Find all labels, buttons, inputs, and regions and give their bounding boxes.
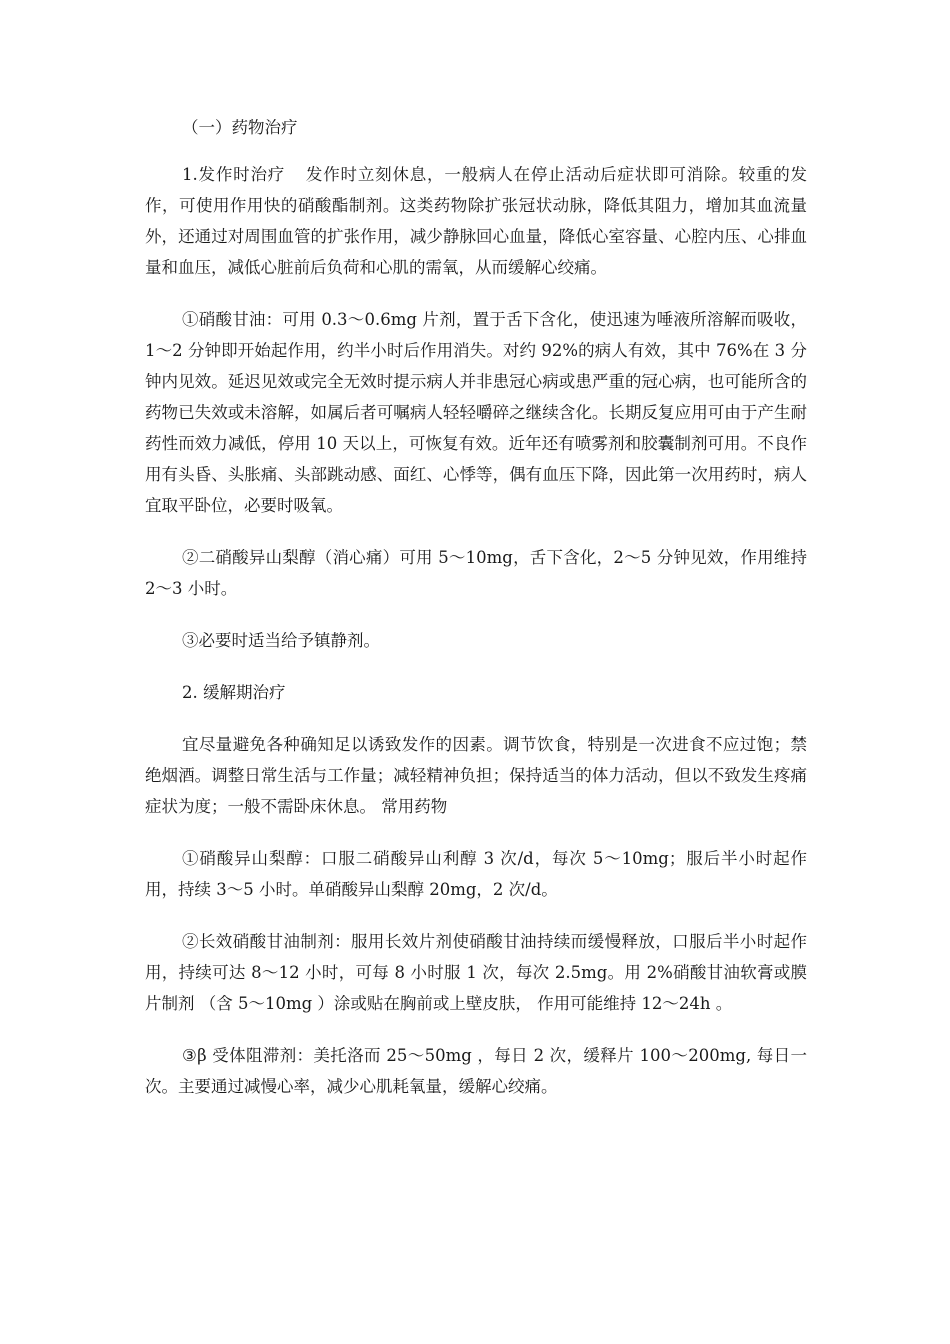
paragraph-acute-treatment — [145, 159, 807, 283]
paragraph-isosorbide-dinitrate — [145, 542, 807, 604]
section-title — [145, 112, 807, 143]
paragraph-lifestyle — [145, 729, 807, 822]
isosorbide-dinitrate-text: ②二硝酸异山梨醇（消心痛）可用 5～10mg，舌下含化，2～5 分钟见效，作用维持 2～3 小时。 — [145, 548, 807, 598]
lifestyle-text: 宜尽量避免各种确知足以诱致发作的因素。调节饮食，特别是一次进食不应过饱；禁绝烟酒。调整日常生活与工作量；减轻精神负担；保持适当的体力活动，但以不致发生疼痛症状为度；一般不需卧床休息。 常用药物 — [145, 735, 807, 816]
paragraph-oral-isosorbide — [145, 843, 807, 905]
acute-treatment-text: 发作时立刻休息，一般病人在停止活动后症状即可消除。较重的发作，可使用作用快的硝酸酯制剂。这类药物除扩张冠状动脉，降低其阻力，增加其血流量外，还通过对周围血管的扩张作用，减少静脉回心血量，降低心室容量、心腔内压、心排血量和血压，减低心脏前后负荷和心肌的需氧，从而缓解心绞痛。 — [145, 165, 808, 277]
paragraph-nitroglycerin — [145, 304, 807, 521]
paragraph-long-acting-nitroglycerin — [145, 926, 807, 1019]
paragraph-beta-blockers — [145, 1040, 807, 1102]
remission-heading-text: 2. 缓解期治疗 — [182, 683, 286, 702]
section-title-text: （一）药物治疗 — [182, 118, 298, 137]
sedatives-text: ③必要时适当给予镇静剂。 — [182, 631, 380, 650]
long-acting-nitroglycerin-text: ②长效硝酸甘油制剂：服用长效片剂使硝酸甘油持续而缓慢释放，口服后半小时起作用，持续可达 8～12 小时，可每 8 小时服 1 次，每次 2.5mg。用 2%硝酸甘油软膏或膜片制剂 （含 5～10mg ）涂或贴在胸前或上壁皮肤， 作用可能维持 12～24h 。 — [145, 932, 807, 1013]
oral-isosorbide-text: ①硝酸异山梨醇：口服二硝酸异山利醇 3 次/d，每次 5～10mg；服后半小时起作用，持续 3～5 小时。单硝酸异山梨醇 20mg，2 次/d。 — [145, 849, 807, 899]
beta-blockers-text: ③β 受体阻滞剂：美托洛而 25～50mg ，每日 2 次，缓释片 100～200mg, 每日一次。主要通过减慢心率，减少心肌耗氧量，缓解心绞痛。 — [145, 1046, 807, 1096]
paragraph-sedatives — [145, 625, 807, 656]
acute-treatment-label: 1.发作时治疗 — [182, 165, 286, 184]
nitroglycerin-text: ①硝酸甘油：可用 0.3～0.6mg 片剂，置于舌下含化，使迅速为唾液所溶解而吸收，1～2 分钟即开始起作用，约半小时后作用消失。对约 92%的病人有效，其中 76%在 3 分钟内见效。延迟见效或完全无效时提示病人并非患冠心病或患严重的冠心病，也可能所含的药物已失效或未溶解，如属后者可嘱病人轻轻嚼碎之继续含化。长期反复应用可由于产生耐药性而效力减低，停用 10 天以上，可恢复有效。近年还有喷雾剂和胶囊制剂可用。不良作用有头昏、头胀痛、头部跳动感、面红、心悸等，偶有血压下降，因此第一次用药时，病人宜取平卧位，必要时吸氧。 — [145, 310, 807, 515]
document-body — [145, 112, 807, 1123]
paragraph-remission-heading — [145, 677, 807, 708]
